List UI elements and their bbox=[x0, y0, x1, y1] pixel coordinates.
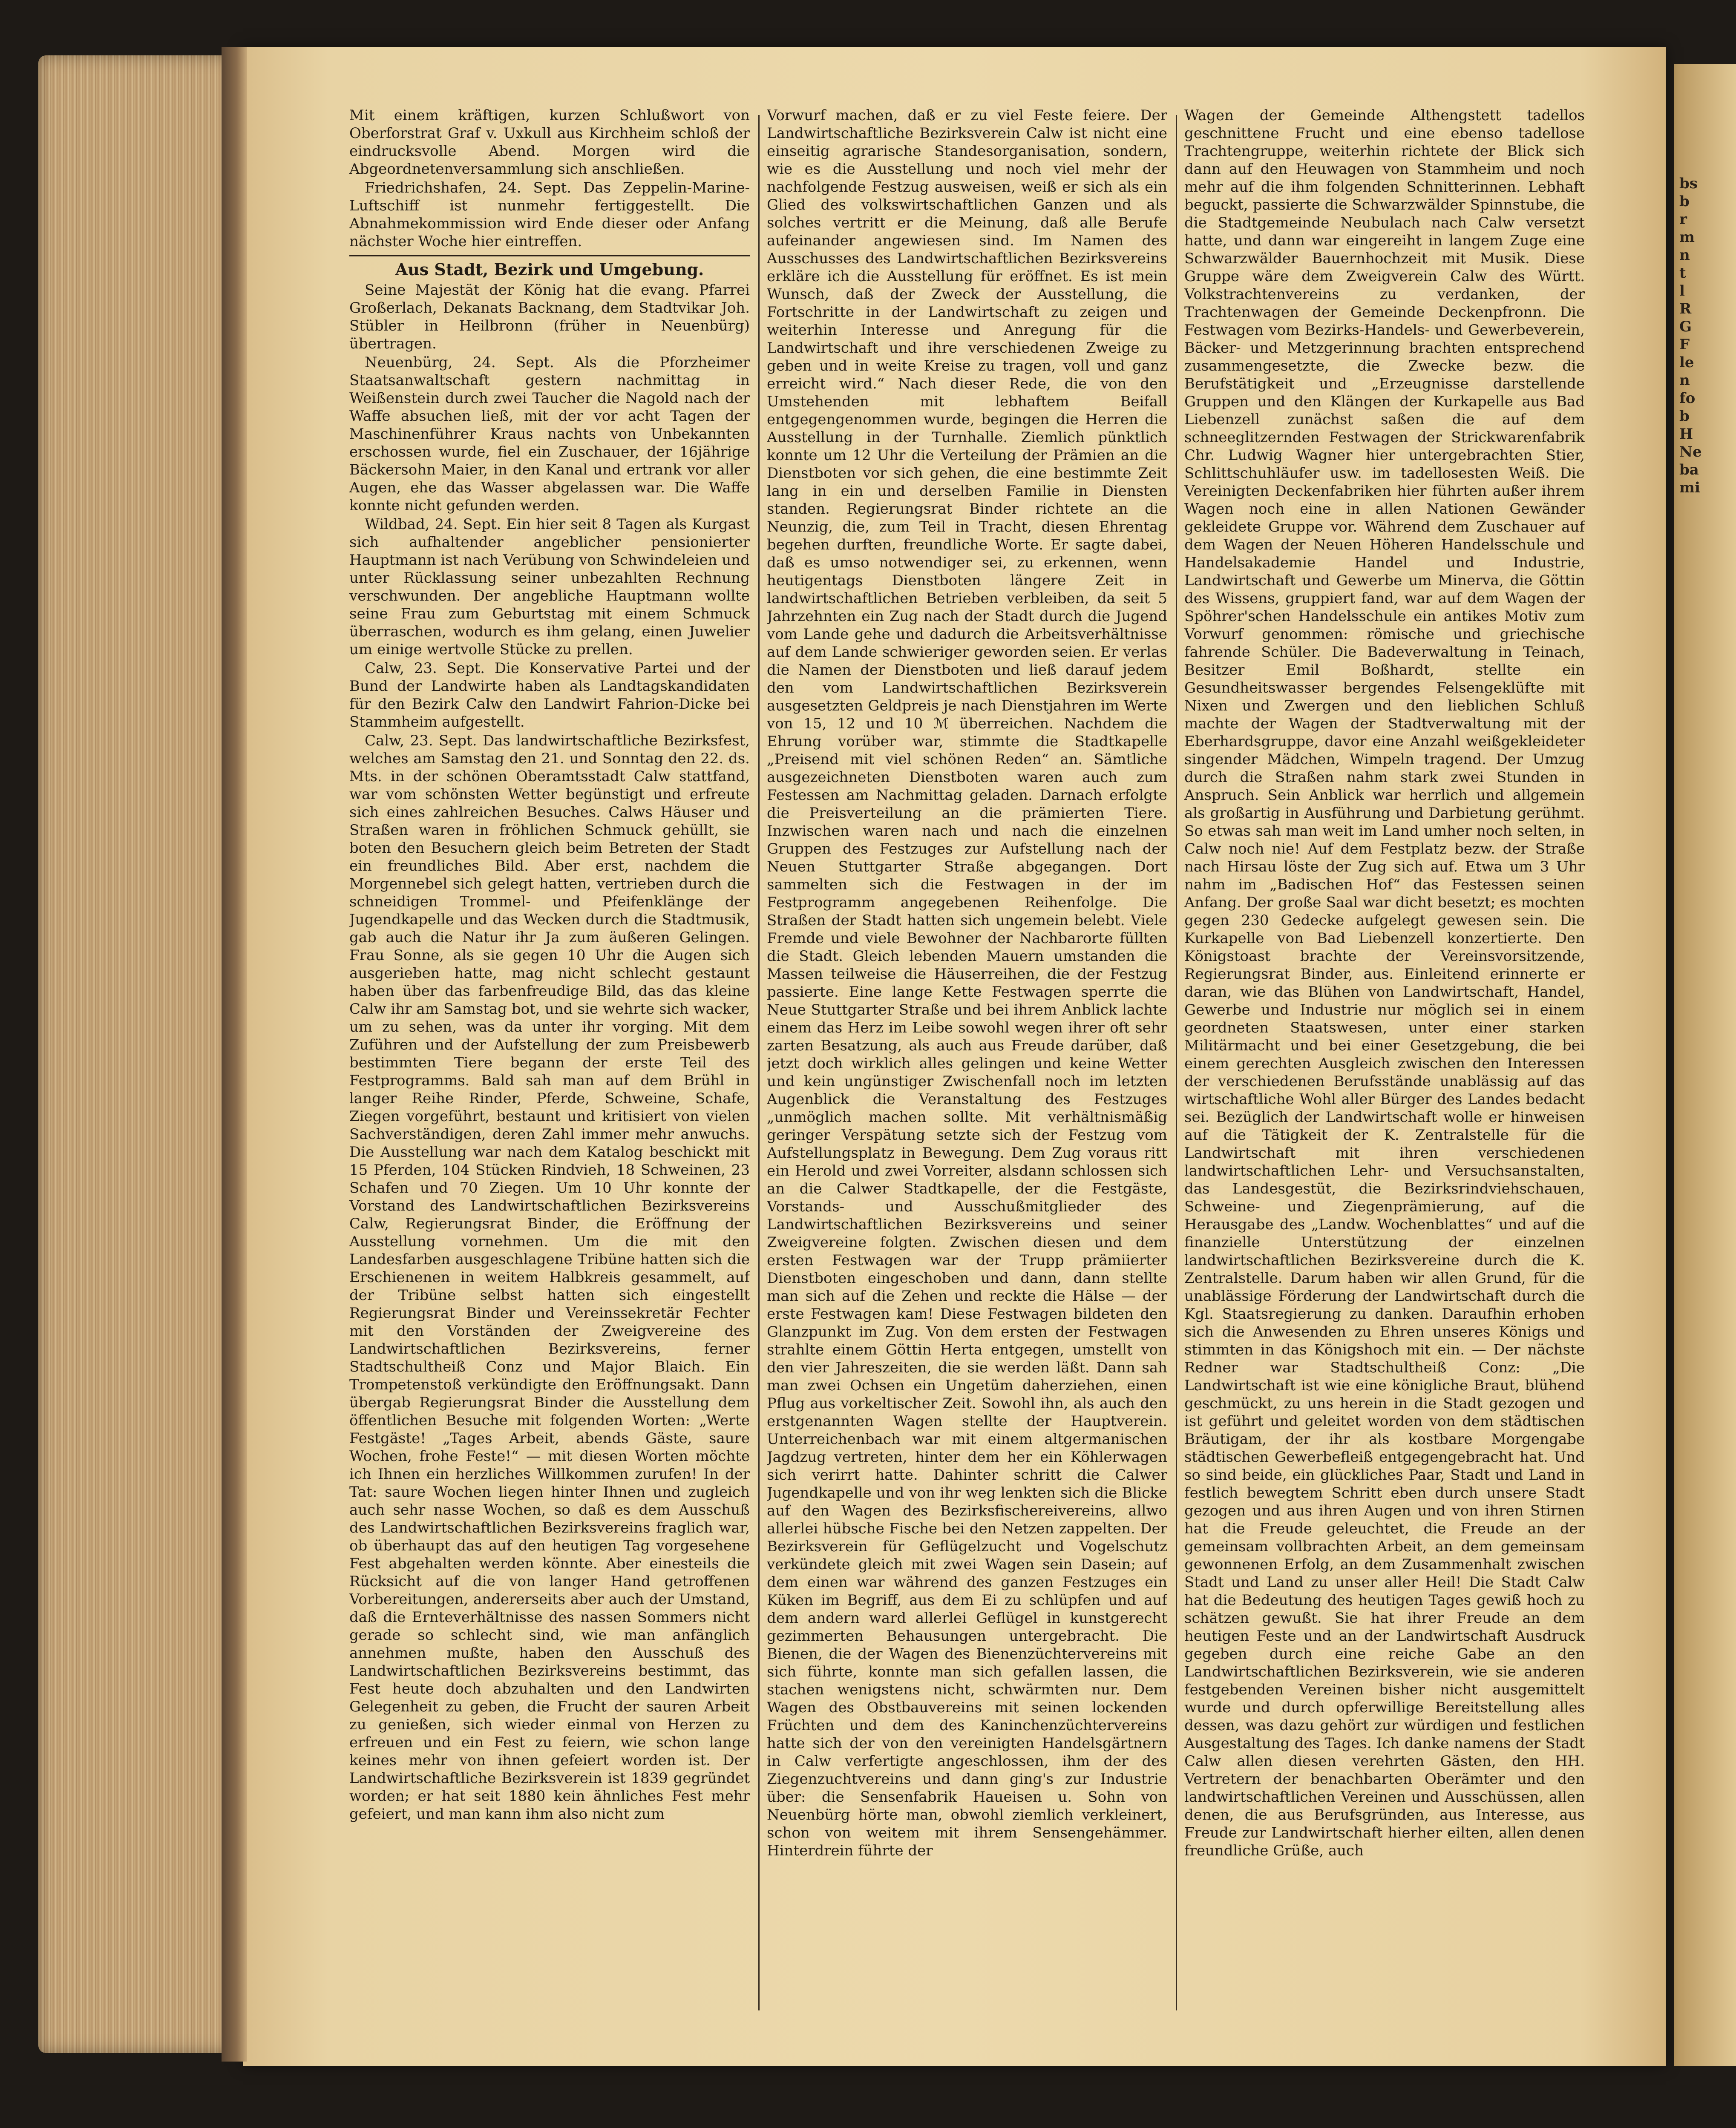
column-1 bbox=[349, 106, 750, 2015]
paragraph: Wildbad, 24. Sept. Ein hier seit 8 Tagen als Kurgast sich aufhaltender angeblicher pensionierter Hauptmann ist nach Verübung von Schwindeleien und unter Rücklassung seiner unbezahlten Rechnung verschwunden. Der angebliche Hauptmann wollte seine Frau zum Geburtstag mit einem Schmuck überraschen, wodurch es ihm gelang, einen Juwelier um einige wertvolle Stücke zu prellen. bbox=[349, 516, 750, 658]
paragraph: Seine Majestät der König hat die evang. Pfarrei Großerlach, Dekanats Backnang, dem Stadtvikar Joh. Stübler in Heilbronn (früher in Neuenbürg) übertragen. bbox=[349, 282, 750, 352]
section-heading: Aus Stadt, Bezirk und Umgebung. bbox=[349, 255, 750, 279]
newspaper-page bbox=[243, 47, 1666, 2066]
paragraph: Wagen der Gemeinde Althengstett tadellos geschnittene Frucht und eine ebenso tadellose Trachtengruppe, weiterhin richtete der Blick sich dann auf den Heuwagen von Stammheim und noch mehr auf die ihm folgenden Schnitterinnen. Lebhaft beguckt, passierte die Schwarzwälder Spinnstube, die die Stadtgemeinde Neubulach nach Calw versetzt hatte, und dann war eingereiht in langem Zuge eine Schwarzwälder Bauernhochzeit mit Musik. Diese Gruppe wäre dem Zweigverein Calw des Württ. Volkstrachtenvereins zu verdanken, der Trachtenwagen der Gemeinde Deckenpfronn. Die Festwagen vom Bezirks-Handels- und Gewerbeverein, Bäcker- und Metzgerinnung brachten entsprechend zusammengesetzte, die Zwecke bezw. die Berufstätigkeit und „Erzeugnisse darstellende Gruppen und den Klängen der Kurkapelle aus Bad Liebenzell zunächst saßen die auf dem schneeglitzernden Festwagen der Strickwarenfabrik Chr. Ludwig Wagner hier untergebrachten Stier, Schlittschuhläufer usw. im tadellosesten Weiß. Die Vereinigten Deckenfabriken hier führten außer ihrem Wagen noch eine in allen Nationen Gewänder gekleidete Gruppe vor. Während dem Zuschauer auf dem Wagen der Neuen Höheren Handelsschule und Handelsakademie Handel und Industrie, Landwirtschaft und Gewerbe um Minerva, die Göttin des Wissens, gruppiert fand, war auf dem Wagen der Spöhrer'schen Handelsschule ein antikes Motiv zum Vorwurf genommen: römische und griechische fahrende Schüler. Die Badeverwaltung in Teinach, Besitzer Emil Boßhardt, stellte ein Gesundheitswasser bergendes Felsengeklüfte mit Nixen und Zwergen und den lieblichen Schluß machte der Wagen der Stadtverwaltung mit der Eberhardsgruppe, davor eine Anzahl weißgekleideter singender Mädchen, Wimpeln tragend. Der Umzug durch die Straßen nahm stark zwei Stunden in Anspruch. Sein Anblick war herrlich und allgemein als großartig in Ausführung und Darbietung gerühmt. So etwas sah man weit im Land umher noch selten, in Calw noch nie! Auf dem Festplatz bezw. der Straße nach Hirsau löste der Zug sich auf. Etwa um 3 Uhr nahm im „Badischen Hof“ das Festessen seinen Anfang. Der große Saal war dicht besetzt; es mochten gegen 230 Gedecke aufgelegt gewesen sein. Die Kurkapelle von Bad Liebenzell konzertierte. Den Königstoast brachte der Vereinsvorsitzende, Regierungsrat Binder, aus. Einleitend erinnerte er daran, wie das Blühen von Landwirtschaft, Handel, Gewerbe und Industrie nur möglich sei in einem geordneten Staatswesen, unter einer starken Militärmacht und bei einer Gesetzgebung, die bei einem gerechten Ausgleich zwischen den Interessen der verschiedenen Berufsstände unablässig auf das wirtschaftliche Wohl aller Bürger des Landes bedacht sei. Bezüglich der Landwirtschaft wolle er hinweisen auf die Tätigkeit der K. Zentralstelle für die Landwirtschaft mit ihren verschiedenen landwirtschaftlichen Lehr- und Versuchsanstalten, das Landesgestüt, die Bezirksrindviehschauen, Schweine- und Ziegenprämierung, auf die Herausgabe des „Landw. Wochenblattes“ und auf die finanzielle Unterstützung der einzelnen landwirtschaftlichen Bezirksvereine durch die K. Zentralstelle. Darum haben wir allen Grund, für die unablässige Förderung der Landwirtschaft durch die Kgl. Staatsregierung zu danken. Daraufhin erhoben sich die Anwesenden zu Ehren unseres Königs und stimmten in das Königshoch mit ein. — Der nächste Redner war Stadtschultheiß Conz: „Die Landwirtschaft ist wie eine königliche Braut, blühend geschmückt, zu uns herein in die Stadt gezogen und ist geführt und geleitet worden von dem städtischen Bräutigam, der ihr als kostbare Morgengabe städtischen Gewerbefleiß entgegengebracht hat. Und so sind beide, ein glückliches Paar, Stadt und Land in festlich bewegtem Schritt eben durch unsere Stadt gezogen und aus ihren Augen und von ihren Stirnen hat die Freude geleuchtet, die Freude an der gemeinsam vollbrachten Arbeit, an dem gemeinsam gewonnenen Erfolg, an dem Zusammenhalt zwischen Stadt und Land zu unser aller Heil! Die Stadt Calw hat die Bedeutung des heutigen Tages gewiß hoch zu schätzen gewußt. Sie hat ihrer Freude an dem heutigen Feste und an der Landwirtschaft Ausdruck gegeben durch eine reiche Gabe an den Landwirtschaftlichen Bezirksverein, wie sie anderen festgebenden Vereinen bisher nicht ausgemittelt wurde und durch opferwillige Bereitstellung alles dessen, was dazu gehört zur würdigen und festlichen Ausgestaltung des Tages. Ich danke namens der Stadt Calw allen diesen verehrten Gästen, den HH. Vertretern der benachbarten Oberämter und den landwirtschaftlichen Vereinen und Ausschüssen, allen denen, die aus Berufsgründen, aus Interesse, aus Freude zur Landwirtschaft hierher eilten, allen denen freundliche Grüße, auch bbox=[1184, 107, 1585, 1859]
column-divider bbox=[1176, 115, 1177, 2010]
paragraph: Calw, 23. Sept. Das landwirtschaftliche Bezirksfest, welches am Samstag den 21. und Sonntag den 22. ds. Mts. in der schönen Oberamtsstadt Calw stattfand, war vom schönsten Wetter begünstigt und erfreute sich eines zahlreichen Besuches. Calws Häuser und Straßen waren in fröhlichen Schmuck gehüllt, sie boten den Besuchern gleich beim Betreten der Stadt ein freundliches Bild. Aber erst, nachdem die Morgennebel sich gelegt hatten, vertrieben durch die schneidigen Trommel- und Pfeifenklänge der Jugendkapelle und das Wecken durch die Stadtmusik, gab auch die Natur ihr Ja zum äußeren Gelingen. Frau Sonne, als sie gegen 10 Uhr die Augen sich ausgerieben hatte, mag nicht schlecht gestaunt haben über das farbenfreudige Bild, das das kleine Calw ihr am Samstag bot, und sie wehrte sich wacker, um zu sehen, was da unter ihr vorging. Mit dem Zuführen und der Aufstellung der zum Preisbewerb bestimmten Tiere begann der erste Teil des Festprogramms. Bald sah man auf dem Brühl in langer Reihe Rinder, Pferde, Schweine, Schafe, Ziegen vorgeführt, bestaunt und kritisiert von vielen Sachverständigen, deren Zahl immer mehr anwuchs. Die Ausstellung war nach dem Katalog beschickt mit 15 Pferden, 104 Stücken Rindvieh, 18 Schweinen, 23 Schafen und 70 Ziegen. Um 10 Uhr konnte der Vorstand des Landwirtschaftlichen Bezirksvereins Calw, Regierungsrat Binder, die Eröffnung der Ausstellung vornehmen. Um die mit den Landesfarben ausgeschlagene Tribüne hatten sich die Erschienenen in weitem Halbkreis gesammelt, auf der Tribüne selbst hatten sich eingestellt Regierungsrat Binder und Vereinssekretär Fechter mit den Vorständen der Zweigvereine des Landwirtschaftlichen Bezirksvereins, ferner Stadtschultheiß Conz und Major Blaich. Ein Trompetenstoß verkündigte den Eröffnungsakt. Dann übergab Regierungsrat Binder die Ausstellung dem öffentlichen Besuche mit folgenden Worten: „Werte Festgäste! „Tages Arbeit, abends Gäste, saure Wochen, frohe Feste!“ — mit diesen Worten möchte ich Ihnen ein herzliches Willkommen zurufen! In der Tat: saure Wochen liegen hinter Ihnen und zugleich auch sehr nasse Wochen, so daß es dem Ausschuß des Landwirtschaftlichen Bezirksvereins fraglich war, ob überhaupt das auf den heutigen Tag vorgesehene Fest abgehalten werden könnte. Aber einesteils die Rücksicht auf die von langer Hand getroffenen Vorbereitungen, andererseits aber auch der Umstand, daß die Ernteverhältnisse des nassen Sommers nicht gerade so schlecht sind, wie man anfänglich annehmen mußte, haben den Ausschuß des Landwirtschaftlichen Bezirksvereins bestimmt, das Fest heute doch abzuhalten und den Landwirten Gelegenheit zu geben, die Frucht der sauren Arbeit zu genießen, sich wieder einmal von Herzen zu erfreuen und ein Fest zu feiern, wie schon lange keines mehr von ihnen gefeiert worden ist. Der Landwirtschaftliche Bezirksverein ist 1839 gegründet worden; er hat seit 1880 kein ähnliches Fest mehr gefeiert, und man kann ihm also nicht zum bbox=[349, 732, 750, 1823]
book-page-edges bbox=[38, 55, 239, 2053]
column-2 bbox=[767, 106, 1167, 2015]
paragraph: Calw, 23. Sept. Die Konservative Partei und der Bund der Landwirte haben als Landtagskandidaten für den Bezirk Calw den Landwirt Fahrion-Dicke bei Stammheim aufgestellt. bbox=[349, 660, 750, 730]
next-page-text-fragments: bs b r m n t l R G F le n fo b H Ne ba mi bbox=[1679, 175, 1702, 496]
book-gutter bbox=[222, 47, 247, 2062]
column-divider bbox=[758, 115, 760, 2010]
next-page-edge bbox=[1674, 64, 1736, 2066]
paragraph: Mit einem kräftigen, kurzen Schlußwort von Oberforstrat Graf v. Uxkull aus Kirchheim schloß der eindrucksvolle Abend. Morgen wird die Abgeordnetenversammlung sich anschließen. bbox=[349, 107, 750, 178]
paragraph: Vorwurf machen, daß er zu viel Feste feiere. Der Landwirtschaftliche Bezirksverein Calw ist nicht eine einseitig agrarische Standesorganisation, sondern, wie es die Ausstellung und noch viel mehr der nachfolgende Festzug ausweisen, weiß er sich als ein Glied des volkswirtschaftlichen Ganzen und als solches vertritt er die Meinung, daß alle Berufe aufeinander angewiesen sind. Im Namen des Ausschusses des Landwirtschaftlichen Bezirksvereins erkläre ich die Ausstellung für eröffnet. Es ist mein Wunsch, daß der Zweck der Ausstellung, die Fortschritte in der Landwirtschaft zu zeigen und weiterhin Interesse und Anregung für die Landwirtschaft und ihre verschiedenen Zweige zu geben und in weite Kreise zu tragen, voll und ganz erreicht wird.“ Nach dieser Rede, die von den Umstehenden mit lebhaftem Beifall entgegengenommen wurde, begingen die Herren die Ausstellung in der Turnhalle. Ziemlich pünktlich konnte um 12 Uhr die Verteilung der Prämien an die Dienstboten vor sich gehen, die eine bestimmte Zeit lang in ein und derselben Familie in Diensten standen. Regierungsrat Binder richtete an die Neunzig, die, zum Teil in Tracht, diesen Ehrentag begehen durften, freundliche Worte. Er sagte dabei, daß es umso notwendiger sei, zu erkennen, wenn heutigentags Dienstboten längere Zeit in landwirtschaftlichen Betrieben verbleiben, da seit 5 Jahrzehnten ein Zug nach der Stadt durch die Jugend vom Lande gehe und dadurch die Arbeitsverhältnisse auf dem Lande schwieriger geworden seien. Er verlas die Namen der Dienstboten und ließ darauf jedem den vom Landwirtschaftlichen Bezirksverein ausgesetzten Geldpreis je nach Dienstjahren im Werte von 15, 12 und 10 ℳ überreichen. Nachdem die Ehrung vorüber war, stimmte die Stadtkapelle „Preisend mit viel schönen Reden“ an. Sämtliche ausgezeichneten Dienstboten waren auch zum Festessen am Nachmittag geladen. Darnach erfolgte die Preisverteilung an die prämierten Tiere. Inzwischen waren nach und nach die einzelnen Gruppen des Festzuges zur Aufstellung nach der Neuen Stuttgarter Straße abgegangen. Dort sammelten sich die Festwagen in der im Festprogramm angegebenen Reihenfolge. Die Straßen der Stadt hatten sich ungemein belebt. Viele Fremde und viele Bewohner der Nachbarorte füllten die Stadt. Gleich lebenden Mauern umstanden die Massen teilweise die Häuserreihen, die der Festzug passierte. Eine lange Kette Festwagen sperrte die Neue Stuttgarter Straße und bei ihrem Anblick lachte einem das Herz im Leibe sowohl wegen ihrer oft sehr zarten Besatzung, als auch aus Freude darüber, daß jetzt doch wirklich alles gelingen und keine Wetter und kein ungünstiger Zwischenfall noch im letzten Augenblick die Veranstaltung des Festzuges „unmöglich machen sollte. Mit verhältnismäßig geringer Verspätung setzte sich der Festzug vom Aufstellungsplatz in Bewegung. Dem Zug voraus ritt ein Herold und zwei Vorreiter, alsdann schlossen sich an die Calwer Stadtkapelle, der die Festgäste, Vorstands- und Ausschußmitglieder des Landwirtschaftlichen Bezirksvereins und seiner Zweigvereine folgten. Zwischen diesen und dem ersten Festwagen war der Trupp prämiierter Dienstboten eingeschoben und dann, dann stellte man sich auf die Zehen und reckte die Hälse — der erste Festwagen kam! Diese Festwagen bildeten den Glanzpunkt im Zug. Von dem ersten der Festwagen strahlte einem Göttin Herta entgegen, umstellt von den vier Jahreszeiten, die sie werden läßt. Dann sah man zwei Ochsen ein Ungetüm daherziehen, einen Pflug aus vorkeltischer Zeit. Sowohl ihn, als auch den erstgenannten Wagen stellte der Hauptverein. Unterreichenbach war mit einem altgermanischen Jagdzug vertreten, hinter dem her ein Köhlerwagen sich verirrt hatte. Dahinter schritt die Calwer Jugendkapelle und von ihr weg lenkten sich die Blicke auf den Wagen des Bezirksfischereivereins, allwo allerlei hübsche Fische bei den Netzen zappelten. Der Bezirksverein für Geflügelzucht und Vogelschutz verkündete gleich mit zwei Wagen sein Dasein; auf dem einen war während des ganzen Festzuges ein Küken im Begriff, aus dem Ei zu schlüpfen und auf dem andern ward allerlei Geflügel in kunstgerecht gezimmerten Behausungen untergebracht. Die Bienen, die der Wagen des Bienenzüchtervereins mit sich führte, konnte man sich gefallen lassen, die stachen wenigstens nicht, schwärmten nur. Dem Wagen des Obstbauvereins mit seinen lockenden Früchten und dem des Kaninchenzüchtervereins hatte sich der von den vereinigten Handelsgärtnern in Calw verfertigte angeschlossen, ihm der des Ziegenzuchtvereins und dann ging's zur Industrie über: die Sensenfabrik Haueisen u. Sohn von Neuenbürg hörte man, obwohl ziemlich verkleinert, schon von weitem mit ihrem Sensengehämmer. Hinterdrein führte der bbox=[767, 107, 1167, 1859]
paragraph: Friedrichshafen, 24. Sept. Das Zeppelin-Marine-Luftschiff ist nunmehr fertiggestellt. Die Abnahmekommission wird Ende dieser oder Anfang nächster Woche hier eintreffen. bbox=[349, 179, 750, 250]
column-3 bbox=[1184, 106, 1585, 2015]
paragraph: Neuenbürg, 24. Sept. Als die Pforzheimer Staatsanwaltschaft gestern nachmittag in Weißenstein durch zwei Taucher die Nagold nach der Waffe absuchen ließ, mit der vor acht Tagen der Maschinenführer Kraus nachts von Unbekannten erschossen wurde, fiel ein Zuschauer, der 16jährige Bäckersohn Maier, in den Kanal und ertrank vor aller Augen, ehe das Wasser abgelassen war. Die Waffe konnte nicht gefunden werden. bbox=[349, 354, 750, 514]
